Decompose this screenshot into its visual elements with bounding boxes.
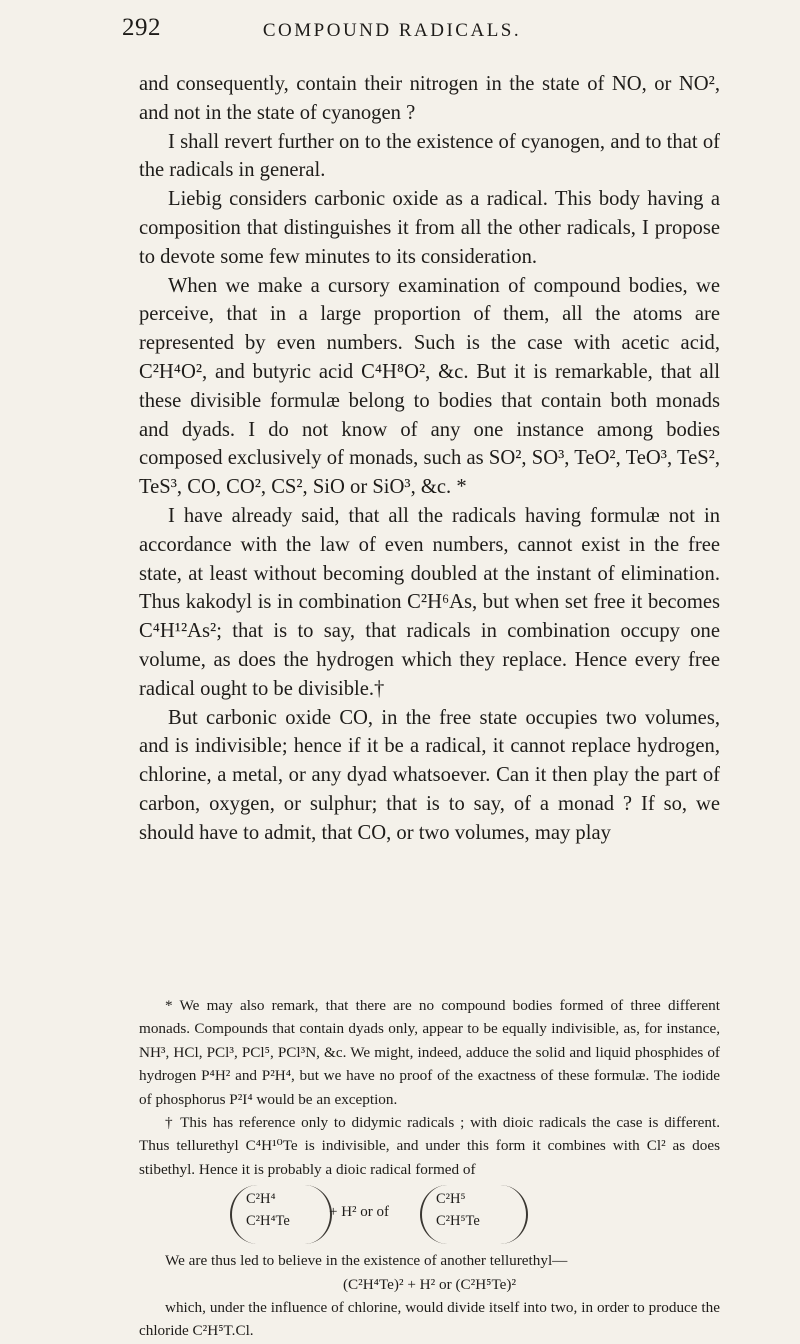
formula-right-top: C²H⁵ — [436, 1191, 466, 1208]
formula-join: + H² or of — [329, 1204, 390, 1221]
paragraph-6: But carbonic oxide CO, in the free state occupies two volumes, and is indivisible; hence if it be a radical, it cannot replace hydrogen, chlorine, a metal, or any dyad whatsoever. Can it then play the part of carbon, oxygen, or sulphur; that is to say, of a monad ? If so, we should have to admit, that CO, or two volumes, may play — [139, 706, 720, 844]
paragraph-5: I have already said, that all the radicals having formulæ not in accordance with the law of even numbers, cannot exist in the free state, at least without becoming doubled at the instant of elimination. Thus kakodyl is in combination C²H⁶As, but when set free it becomes C⁴H¹²As²; that is to say, that radicals in combination occupy one volume, as does the hydrogen which they replace. Hence every free radical ought to be divisible.† — [139, 504, 720, 700]
footnotes — [139, 994, 720, 1343]
paragraph-1: and consequently, contain their nitrogen in the state of NO, or NO², and not in the state of cyanogen ? — [139, 73, 720, 124]
formula-right-bottom: C²H⁵Te — [436, 1213, 480, 1230]
footnote-final: which, under the influence of chlorine, would divide itself into two, in order to produce the chloride C²H⁵T.Cl. — [139, 1299, 720, 1340]
formula-left-parenthesis-group — [230, 1185, 332, 1244]
footnote-asterisk: * We may also remark, that there are no compound bodies formed of three different monads. Compounds that contain dyads only, appear to be equally indivisible, as, for instance, NH³, HCl, PCl³, PCl⁵, PCl³N, &c. We might, indeed, adduce the solid and liquid phosphides of hydrogen P⁴H² and P²H⁴, but we have no proof of the exactness of these formulæ. The iodide of phosphorus P²I⁴ would be an exception. — [139, 997, 720, 1108]
formula-left-bottom: C²H⁴Te — [246, 1213, 290, 1230]
tellurethyl-formula — [139, 1183, 720, 1247]
formula-left-top: C²H⁴ — [246, 1191, 276, 1208]
main-text — [139, 70, 720, 848]
paragraph-3: Liebig considers carbonic oxide as a radical. This body having a composition that distinguishes it from all the other radicals, I propose to devote some few minutes to its consideration. — [139, 188, 720, 268]
paragraph-2: I shall revert further on to the existence of cyanogen, and to that of the radicals in general. — [139, 130, 720, 182]
footnote-equation: (C²H⁴Te)² + H² or (C²H⁵Te)² — [342, 1275, 517, 1293]
footnote-continuation: We are thus led to believe in the existence of another tellurethyl— — [165, 1252, 568, 1270]
running-title: COMPOUND RADICALS. — [262, 20, 522, 41]
formula-right-parenthesis-group — [420, 1185, 528, 1244]
paragraph-4: When we make a cursory examination of compound bodies, we perceive, that in a large proportion of them, all the atoms are represented by even numbers. Such is the case with acetic acid, C²H⁴O², and butyric acid C⁴H⁸O², &c. But it is remarkable, that all these divisible formulæ belong to bodies that contain both monads and dyads. I do not know of any one instance among bodies composed exclusively of monads, such as SO², SO³, TeO², TeO³, TeS², TeS³, CO, CO², CS², SiO or SiO³, &c. * — [139, 274, 720, 499]
footnote-dagger: † This has reference only to didymic radicals ; with dioic radicals the case is different. Thus tellurethyl C⁴H¹⁰Te is indivisible, and under this form it combines with Cl² as does stibethyl. Hence it is probably a dioic radical formed of — [139, 1114, 720, 1178]
page-number: 292 — [122, 14, 161, 41]
